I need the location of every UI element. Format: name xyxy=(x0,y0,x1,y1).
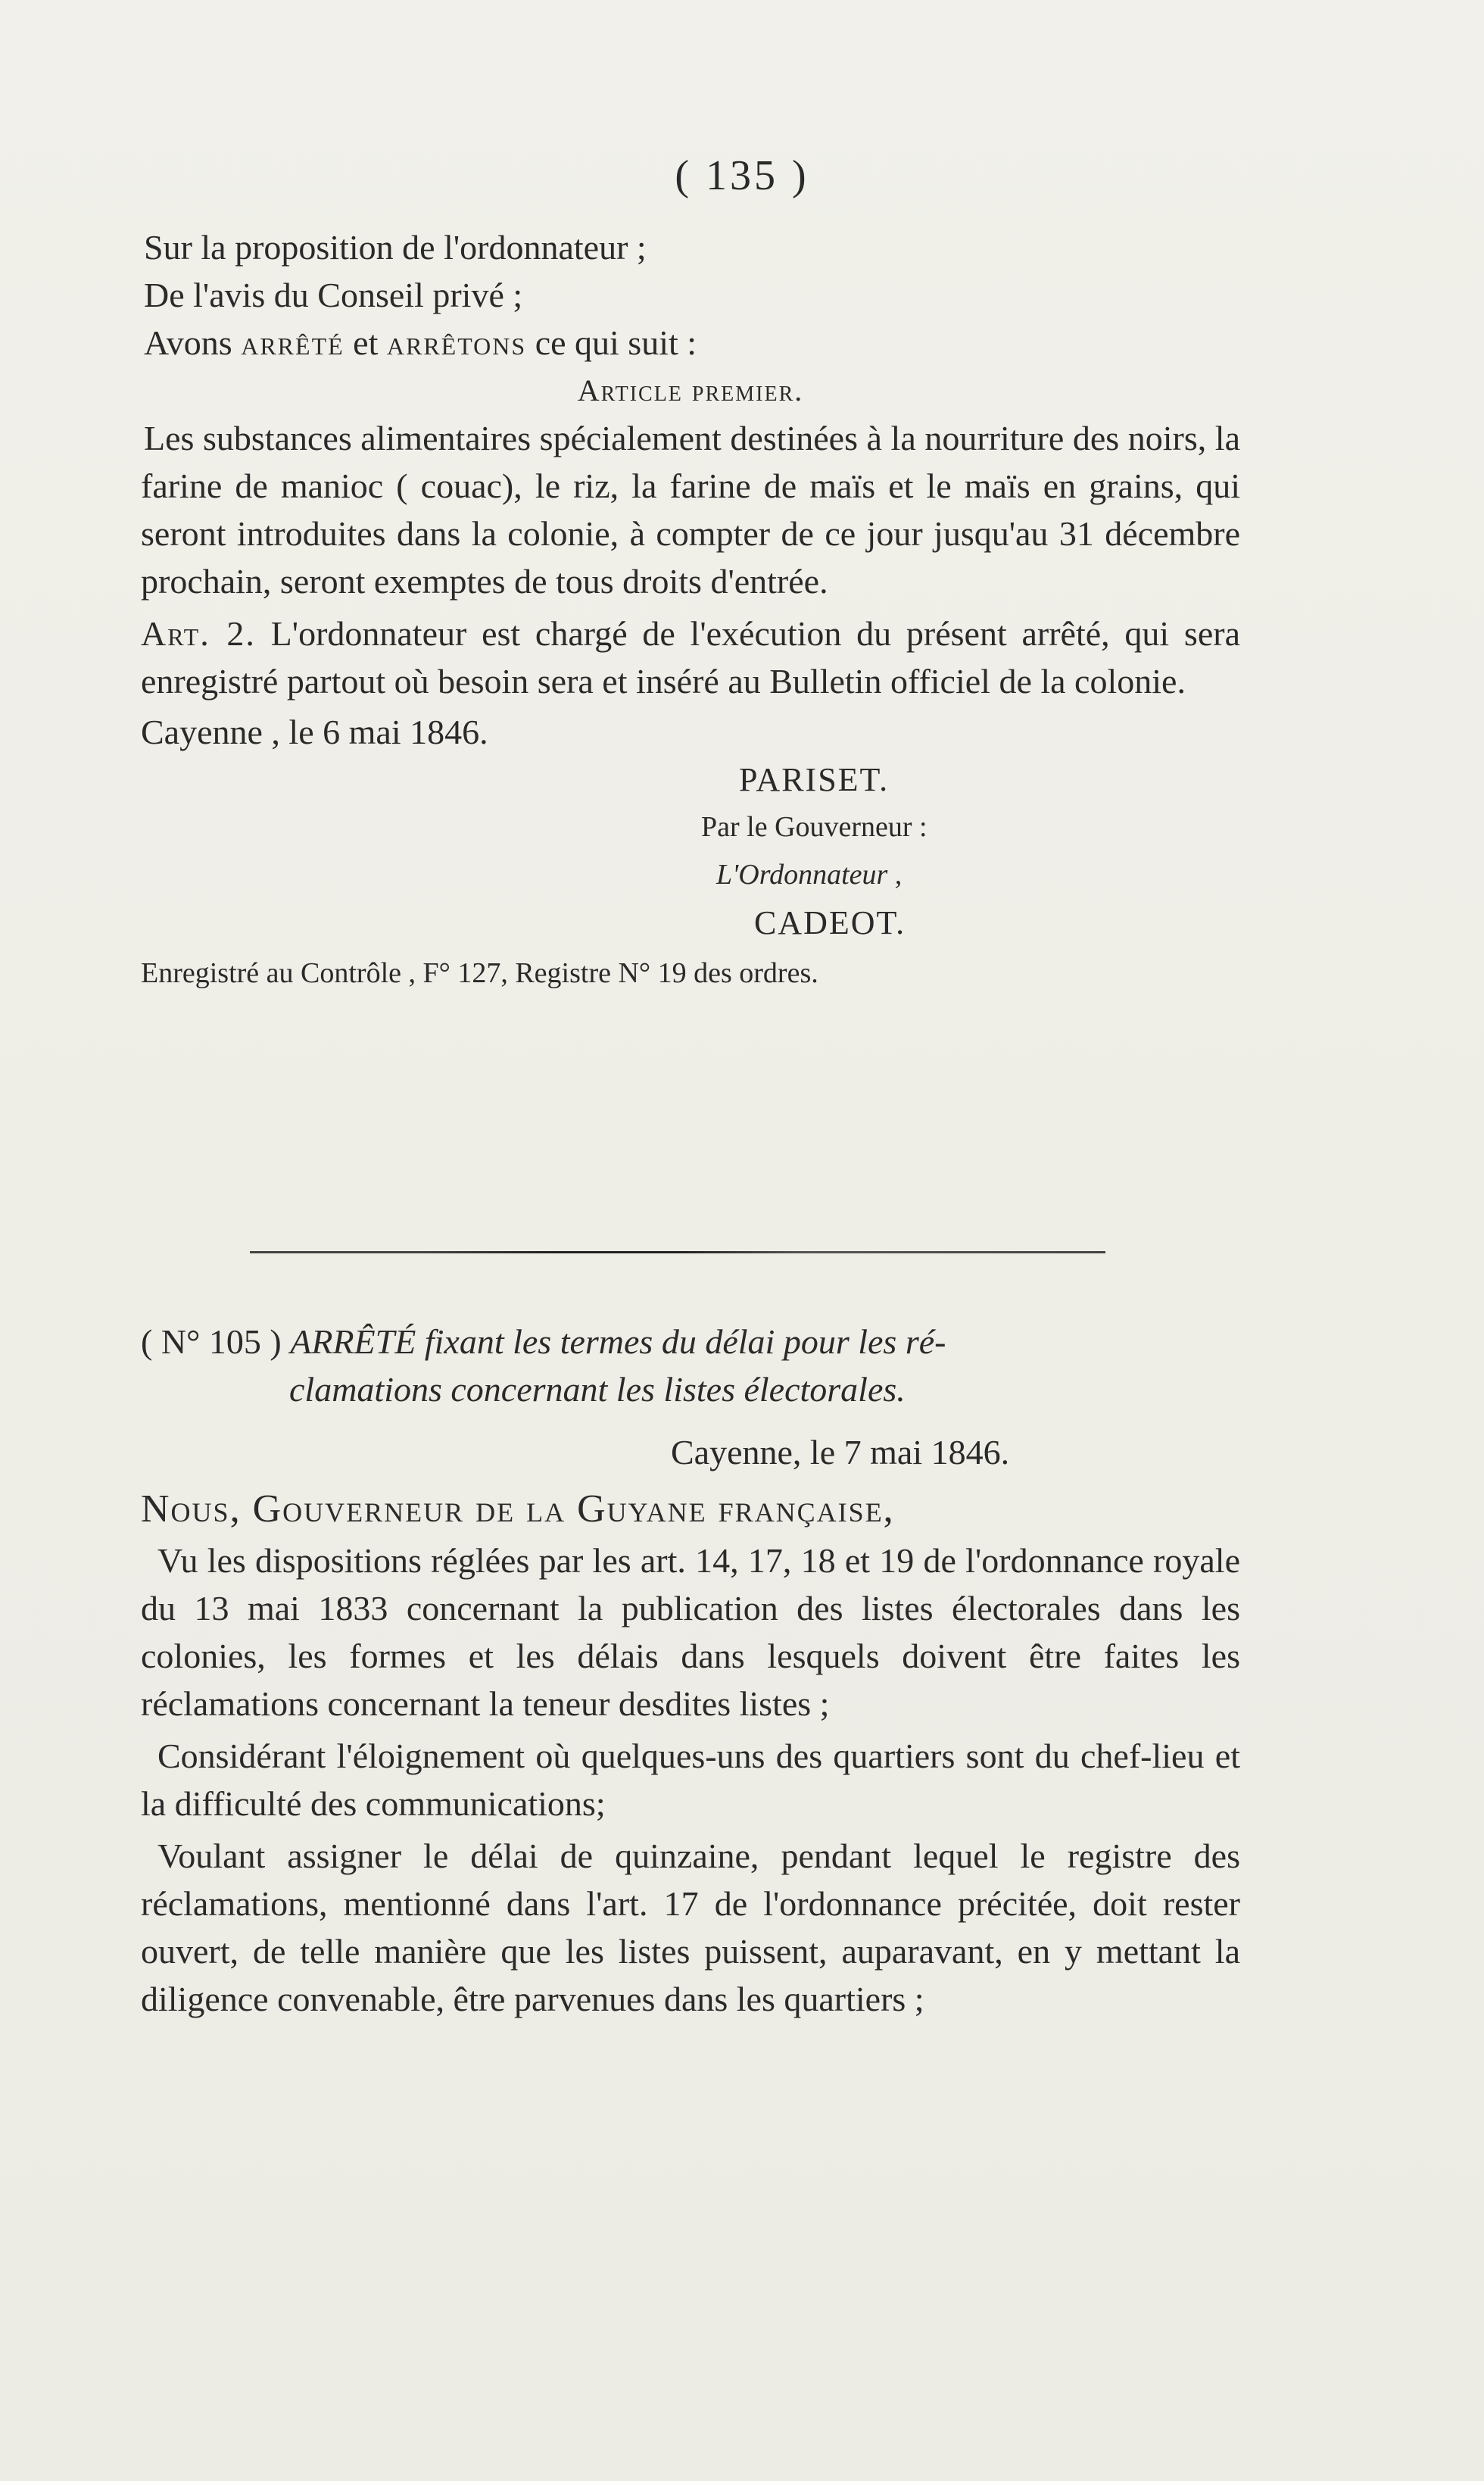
page-number: ( 135 ) xyxy=(675,152,809,199)
preamble-avons: Avons arrêté et arrêtons ce qui suit : xyxy=(144,323,697,362)
signatory-cadeot: CADEOT. xyxy=(754,904,906,941)
paragraph-vu: Vu les dispositions réglées par les art. 14, 17, 18 et 19 de l'ordonnance royale du 13 mai 1833 concernant la publication des listes électorales dans les colonies, les formes et les délais dans lesquels doivent être faites les réclamations concernant la teneur desdites listes ; xyxy=(141,1541,1240,1723)
registration-note: Enregistré au Contrôle , F° 127, Registre N° 19 des ordres. xyxy=(141,957,818,989)
place-date: Cayenne , le 6 mai 1846. xyxy=(141,713,488,751)
decree-number: ( N° 105 ) xyxy=(141,1322,291,1361)
decree-105-title-line1 xyxy=(141,1318,1240,1365)
ordonnateur-title: L'Ordonnateur , xyxy=(716,859,903,891)
decree-title-a: ARRÊTÉ fixant les termes du délai pour les ré- xyxy=(290,1322,946,1361)
article-1-text: Les substances alimentaires spécialement destinées à la nourriture des noirs, la farine de manioc ( couac), le riz, la farine de maïs et le maïs en grains, qui seront introduites dans la colonie, à compter de ce jour jusqu'au 31 décembre prochain, seront exemptes de tous droits d'entrée. xyxy=(141,419,1240,601)
preamble-avis: De l'avis du Conseil privé ; xyxy=(144,276,523,314)
decree-105-title-line2: clamations concernant les listes électorales. xyxy=(289,1370,906,1409)
decree-104-body xyxy=(141,223,1240,997)
section-divider xyxy=(250,1251,1105,1253)
article-2-label: Art. 2. xyxy=(141,614,256,653)
preamble-proposition: Sur la proposition de l'ordonnateur ; xyxy=(144,228,647,267)
par-le-gouverneur: Par le Gouverneur : xyxy=(701,811,928,843)
paragraph-voulant: Voulant assigner le délai de quinzaine, pendant lequel le registre des réclamations, mentionné dans l'art. 17 de l'ordonnance précitée, doit rester ouvert, de telle manière que les listes puissent, auparavant, en y mettant la diligence convenable, être parvenues dans les quartiers ; xyxy=(141,1837,1240,2018)
signatory-pariset: PARISET. xyxy=(739,761,890,798)
nous-gouverneur: Nous, Gouverneur de la Guyane française, xyxy=(141,1487,895,1531)
paragraph-considerant: Considérant l'éloignement où quelques-uns des quartiers sont du chef-lieu et la difficulté des communications; xyxy=(141,1737,1240,1823)
article-heading: Article premier. xyxy=(577,373,804,407)
decree-105-date: Cayenne, le 7 mai 1846. xyxy=(671,1433,1010,1471)
article-2-text: Art. 2. L'ordonnateur est chargé de l'exécution du présent arrêté, qui sera enregistré partout où besoin sera et inséré au Bulletin officiel de la colonie. xyxy=(141,614,1240,701)
decree-105-body xyxy=(141,1318,1240,2023)
